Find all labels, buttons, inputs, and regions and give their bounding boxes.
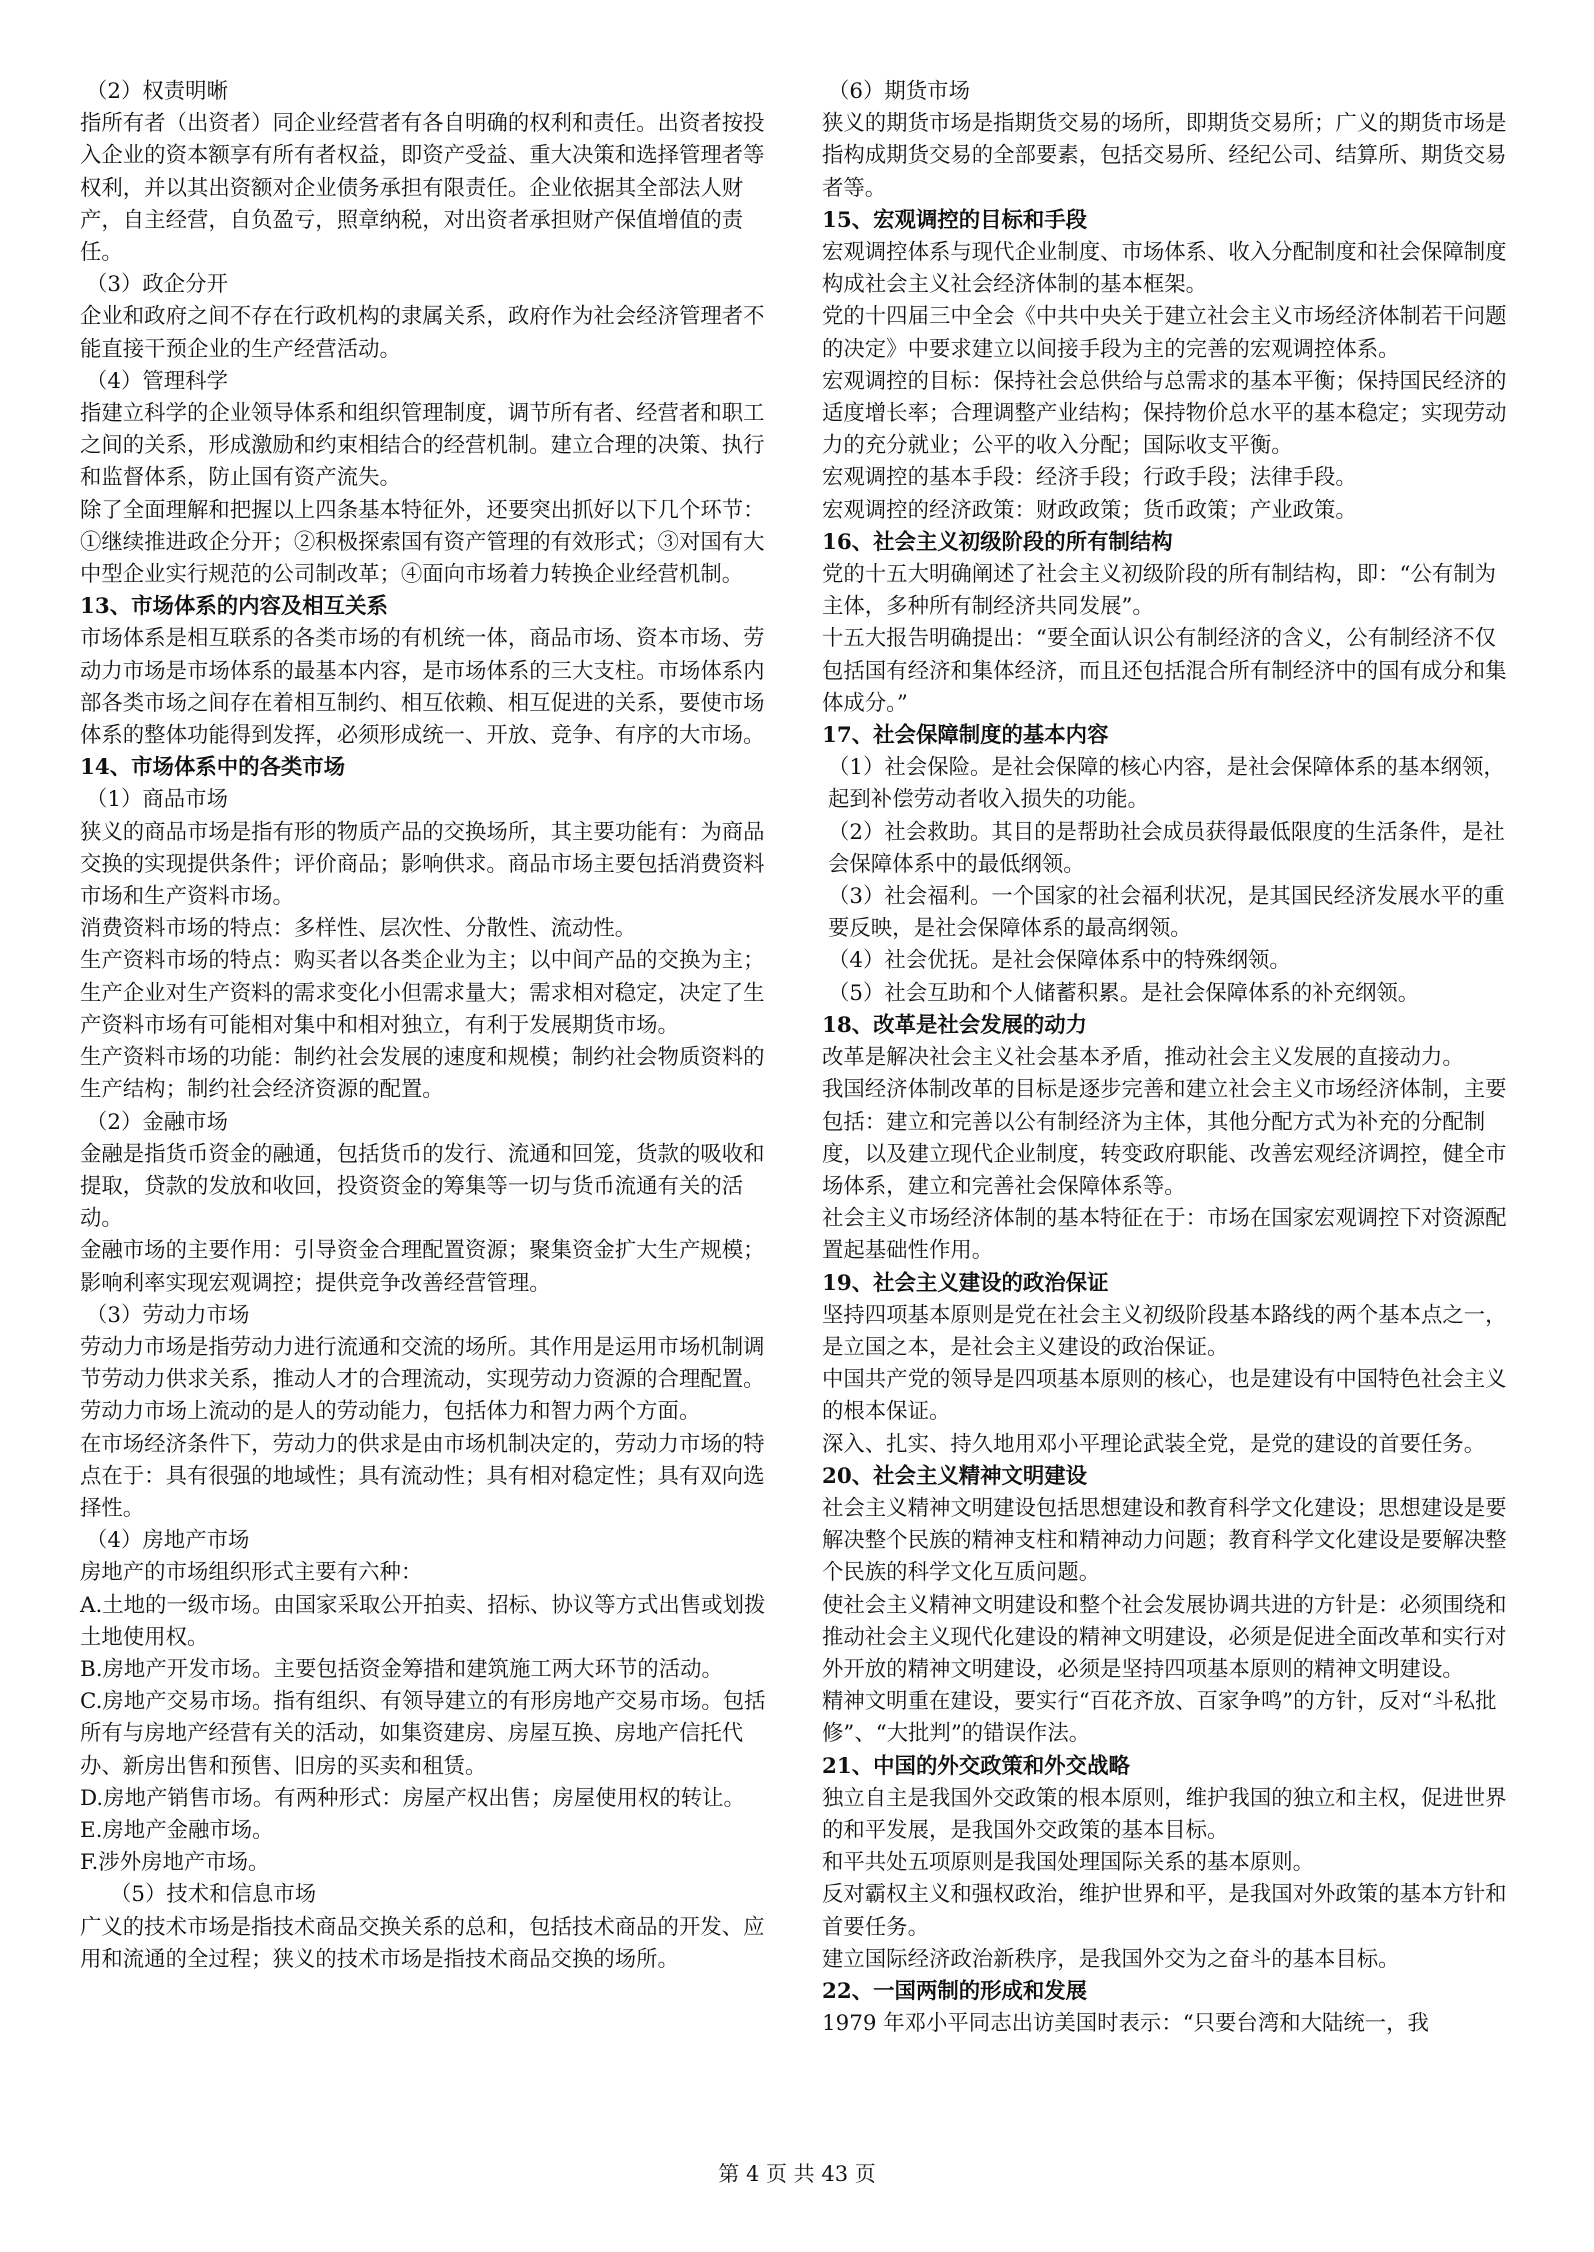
paragraph: 建立国际经济政治新秩序，是我国外交为之奋斗的基本目标。	[822, 1946, 1400, 1972]
paragraph: （1）商品市场	[86, 787, 228, 813]
section-heading: 19、社会主义建设的政治保证	[822, 1270, 1109, 1296]
paragraph: 房地产的市场组织形式主要有六种：	[80, 1560, 423, 1586]
paragraph: （5）社会互助和个人储蓄积累。是社会保障体系的补充纲领。	[828, 980, 1420, 1006]
paragraph: 金融是指货币资金的融通，包括货币的发行、流通和回笼，货款的吸收和提取，贷款的发放和收回，投资资金的筹集等一切与货币流通有关的活动。	[80, 1141, 765, 1232]
paragraph: 独立自主是我国外交政策的根本原则，维护我国的独立和主权，促进世界的和平发展，是我国外交政策的基本目标。	[822, 1785, 1507, 1843]
paragraph: （2）权责明晰	[86, 79, 228, 104]
paragraph: C.房地产交易市场。指有组织、有领导建立的有形房地产交易市场。包括所有与房地产经营有关的活动，如集资建房、房屋互换、房地产信托代办、新房出售和预售、旧房的买卖和租赁。	[80, 1689, 766, 1779]
paragraph: 十五大报告明确提出：“要全面认识公有制经济的含义，公有制经济不仅包括国有经济和集体经济，而且还包括混合所有制经济中的国有成分和集体成分。”	[822, 626, 1507, 716]
paragraph: 宏观调控的经济政策：财政政策；货币政策；产业政策。	[822, 497, 1357, 523]
paragraph: 社会主义精神文明建设包括思想建设和教育科学文化建设；思想建设是要解决整个民族的精神支柱和精神动力问题；教育科学文化建设是要解决整个民族的科学文化互质问题。	[822, 1495, 1507, 1586]
section-heading: 13、市场体系的内容及相互关系	[80, 594, 388, 620]
paragraph: 狭义的商品市场是指有形的物质产品的交换场所，其主要功能有：为商品交换的实现提供条件；评价商品；影响供求。商品市场主要包括消费资料市场和生产资料市场。	[80, 819, 765, 910]
page-footer: 第 4 页 共 43 页	[718, 2162, 876, 2186]
section-heading: 22、一国两制的形成和发展	[822, 1978, 1088, 2004]
paragraph: 使社会主义精神文明建设和整个社会发展协调共进的方针是：必须围绕和推动社会主义现代化建设的精神文明建设，必须是促进全面改革和实行对外开放的精神文明建设，必须是坚持四项基本原则的精神文明建设。	[822, 1592, 1507, 1682]
section-heading: 18、改革是社会发展的动力	[822, 1012, 1088, 1038]
paragraph: 指建立科学的企业领导体系和组织管理制度，调节所有者、经营者和职工之间的关系，形成激励和约束相结合的经营机制。建立合理的决策、执行和监督体系，防止国有资产流失。	[80, 401, 765, 491]
paragraph: （2）金融市场	[86, 1109, 228, 1135]
right-column	[822, 76, 1512, 2040]
paragraph: 改革是解决社会主义社会基本矛盾，推动社会主义发展的直接动力。	[822, 1045, 1464, 1071]
paragraph: 消费资料市场的特点：多样性、层次性、分散性、流动性。	[80, 916, 637, 942]
paragraph: 生产资料市场的功能：制约社会发展的速度和规模；制约社会物质资料的生产结构；制约社会经济资源的配置。	[80, 1045, 765, 1103]
paragraph: 党的十四届三中全会《中共中央关于建立社会主义市场经济体制若干问题的决定》中要求建立以间接手段为主的完善的宏观调控体系。	[822, 304, 1507, 362]
paragraph: D.房地产销售市场。有两种形式：房屋产权出售；房屋使用权的转让。	[80, 1785, 745, 1811]
paragraph: 深入、扎实、持久地用邓小平理论武装全党，是党的建设的首要任务。	[822, 1431, 1486, 1457]
section-heading: 17、社会保障制度的基本内容	[822, 723, 1109, 749]
section-heading: 20、社会主义精神文明建设	[822, 1463, 1088, 1489]
paragraph: 狭义的期货市场是指期货交易的场所，即期货交易所；广义的期货市场是指构成期货交易的全部要素，包括交易所、经纪公司、结算所、期货交易者等。	[822, 111, 1507, 201]
paragraph: 市场体系是相互联系的各类市场的有机统一体，商品市场、资本市场、劳动力市场是市场体系的最基本内容，是市场体系的三大支柱。市场体系内部各类市场之间存在着相互制约、相互依赖、相互促进的关系，要使市场体系的整体功能得到发挥，必须形成统一、开放、竞争、有序的大市场。	[80, 626, 765, 749]
paragraph: 党的十五大明确阐述了社会主义初级阶段的所有制结构，即：“公有制为主体，多种所有制经济共同发展”。	[822, 562, 1497, 620]
paragraph: 劳动力市场是指劳动力进行流通和交流的场所。其作用是运用市场机制调节劳动力供求关系，推动人才的合理流动，实现劳动力资源的合理配置。劳动力市场上流动的是人的劳动能力，包括体力和智力两个方面。	[80, 1334, 765, 1425]
paragraph: 精神文明重在建设，要实行“百花齐放、百家争鸣”的方针，反对“斗私批修”、“大批判”的错误作法。	[822, 1689, 1497, 1747]
paragraph: 生产资料市场的特点：购买者以各类企业为主；以中间产品的交换为主；生产企业对生产资料的需求变化小但需求量大；需求相对稳定，决定了生产资料市场有可能相对集中和相对独立，有利于发展期货市场。	[80, 948, 765, 1038]
paragraph: 金融市场的主要作用：引导资金合理配置资源；聚集资金扩大生产规模；影响利率实现宏观调控；提供竞争改善经营管理。	[80, 1238, 765, 1296]
paragraph: B.房地产开发市场。主要包括资金筹措和建筑施工两大环节的活动。	[80, 1656, 723, 1682]
paragraph: 宏观调控体系与现代企业制度、市场体系、收入分配制度和社会保障制度构成社会主义社会经济体制的基本框架。	[822, 240, 1507, 298]
paragraph: 在市场经济条件下，劳动力的供求是由市场机制决定的，劳动力市场的特点在于：具有很强的地域性；具有流动性；具有相对稳定性；具有双向选择性。	[80, 1431, 765, 1521]
paragraph: 1979 年邓小平同志出访美国时表示：“只要台湾和大陆统一，我	[822, 2011, 1429, 2037]
paragraph: 宏观调控的基本手段：经济手段；行政手段；法律手段。	[822, 465, 1357, 491]
paragraph: （4）房地产市场	[86, 1528, 250, 1554]
paragraph: （3）劳动力市场	[86, 1302, 250, 1328]
paragraph: （4）管理科学	[86, 368, 228, 394]
paragraph: （3）社会福利。一个国家的社会福利状况，是其国民经济发展水平的重要反映，是社会保障体系的最高纲领。	[828, 884, 1505, 942]
paragraph: 反对霸权主义和强权政治，维护世界和平，是我国对外政策的基本方针和首要任务。	[822, 1882, 1507, 1940]
section-heading: 15、宏观调控的目标和手段	[822, 207, 1088, 233]
section-heading: 16、社会主义初级阶段的所有制结构	[822, 529, 1173, 555]
paragraph: 和平共处五项原则是我国处理国际关系的基本原则。	[822, 1850, 1314, 1876]
paragraph: （3）政企分开	[86, 272, 228, 298]
paragraph: 广义的技术市场是指技术商品交换关系的总和，包括技术商品的开发、应用和流通的全过程；狭义的技术市场是指技术商品交换的场所。	[80, 1914, 765, 1972]
paragraph: E.房地产金融市场。	[80, 1817, 274, 1843]
paragraph: A.土地的一级市场。由国家采取公开拍卖、招标、协议等方式出售或划拨土地使用权。	[80, 1592, 766, 1650]
paragraph: F.涉外房地产市场。	[80, 1850, 270, 1876]
paragraph: 我国经济体制改革的目标是逐步完善和建立社会主义市场经济体制，主要包括：建立和完善以公有制经济为主体，其他分配方式为补充的分配制度，以及建立现代企业制度，转变政府职能、改善宏观经济调控，健全市场体系，建立和完善社会保障体系等。	[822, 1077, 1507, 1199]
paragraph: （4）社会优抚。是社会保障体系中的特殊纲领。	[828, 948, 1291, 974]
paragraph: （2）社会救助。其目的是帮助社会成员获得最低限度的生活条件，是社会保障体系中的最低纲领。	[828, 819, 1505, 877]
paragraph: 企业和政府之间不存在行政机构的隶属关系，政府作为社会经济管理者不能直接干预企业的生产经营活动。	[80, 304, 765, 362]
section-heading: 21、中国的外交政策和外交战略	[822, 1753, 1130, 1779]
left-column	[80, 76, 770, 1976]
paragraph: 坚持四项基本原则是党在社会主义初级阶段基本路线的两个基本点之一，是立国之本，是社会主义建设的政治保证。	[822, 1302, 1507, 1360]
paragraph: 指所有者（出资者）同企业经营者有各自明确的权利和责任。出资者按投入企业的资本额享有所有者权益，即资产受益、重大决策和选择管理者等权利，并以其出资额对企业债务承担有限责任。企业依据其全部法人财产，自主经营，自负盈亏，照章纳税，对出资者承担财产保值增值的责任。	[80, 111, 765, 266]
paragraph: （1）社会保险。是社会保障的核心内容，是社会保障体系的基本纲领，起到补偿劳动者收入损失的功能。	[828, 755, 1505, 813]
paragraph: 宏观调控的目标：保持社会总供给与总需求的基本平衡；保持国民经济的适度增长率；合理调整产业结构；保持物价总水平的基本稳定；实现劳动力的充分就业；公平的收入分配；国际收支平衡。	[822, 368, 1507, 459]
paragraph: 除了全面理解和把握以上四条基本特征外，还要突出抓好以下几个环节：①继续推进政企分开；②积极探索国有资产管理的有效形式；③对国有大中型企业实行规范的公司制改革；④面向市场着力转换企业经营机制。	[80, 497, 765, 588]
paragraph: 社会主义市场经济体制的基本特征在于：市场在国家宏观调控下对资源配置起基础性作用。	[822, 1206, 1507, 1264]
paragraph: （6）期货市场	[828, 79, 970, 104]
paragraph: （5）技术和信息市场	[110, 1882, 317, 1908]
section-heading: 14、市场体系中的各类市场	[80, 755, 346, 781]
paragraph: 中国共产党的领导是四项基本原则的核心，也是建设有中国特色社会主义的根本保证。	[822, 1367, 1507, 1425]
